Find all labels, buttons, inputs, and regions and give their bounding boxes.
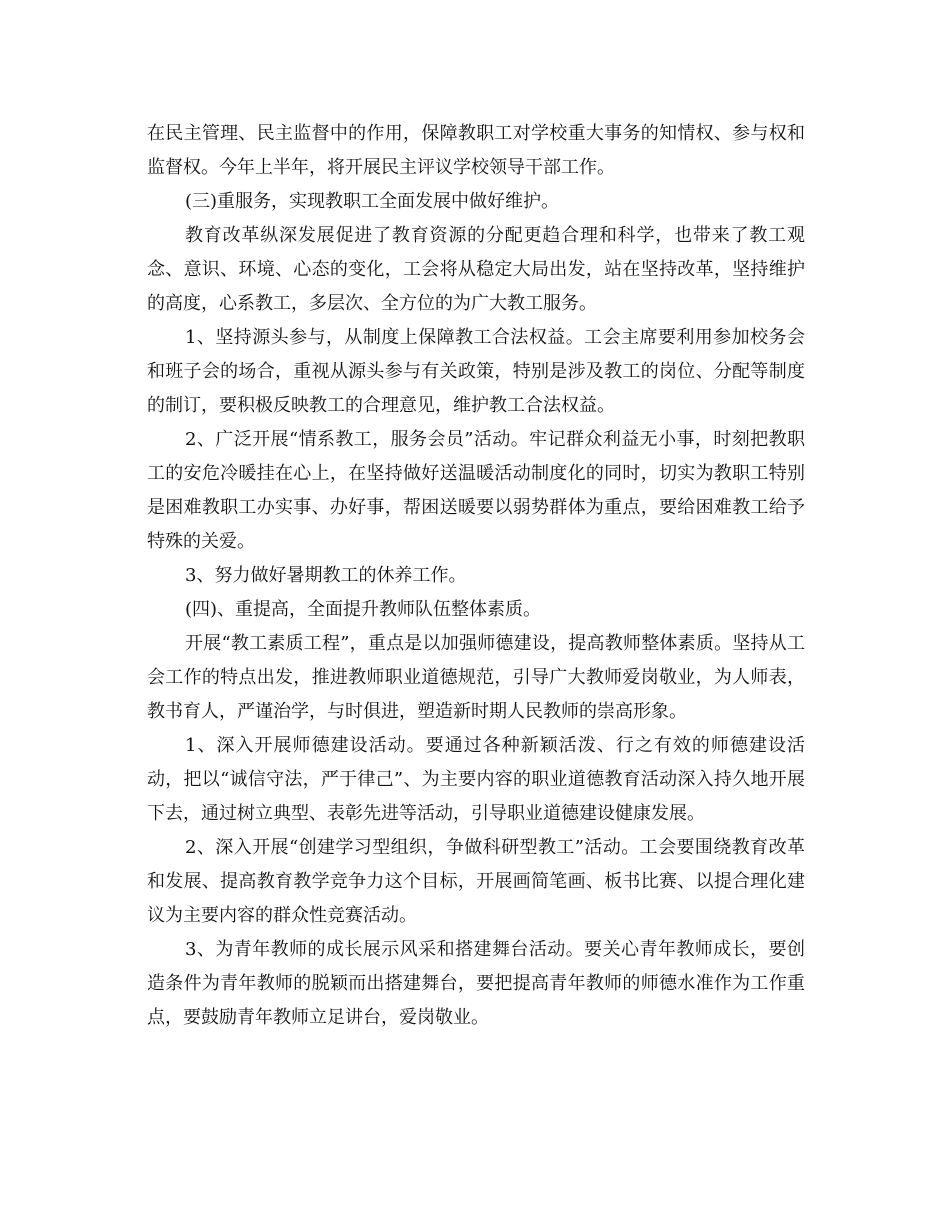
document-body xyxy=(147,117,805,1035)
list-item-4-3: 3、为青年教师的成长展示风采和搭建舞台活动。要关心青年教师成长，要创造条件为青年教师的脱颖而出搭建舞台，要把提高青年教师的师德水准作为工作重点，要鼓励青年教师立足讲台，爱岗敬业。 xyxy=(147,939,805,1028)
paragraph-4: 开展“教工素质工程”，重点是以加强师德建设，提高教师整体素质。坚持从工会工作的特点出发，推进教师职业道德规范，引导广大教师爱岗敬业，为人师表，教书育人，严谨治学，与时俱进，塑造新时期人民教师的崇高形象。 xyxy=(147,633,805,722)
section-heading-4: (四)、重提高，全面提升教师队伍整体素质。 xyxy=(185,599,542,620)
list-item-3-2: 2、广泛开展“情系教工，服务会员”活动。牢记群众利益无小事，时刻把教职工的安危冷暖挂在心上，在坚持做好送温暖活动制度化的同时，切实为教职工特别是困难教职工办实事、办好事，帮困送暖要以弱势群体为重点，要给困难教工给予特殊的关爱。 xyxy=(147,429,805,552)
list-item-4-2: 2、深入开展“创建学习型组织，争做科研型教工”活动。工会要围绕教育改革和发展、提高教育教学竞争力这个目标，开展画简笔画、板书比赛、以提合理化建议为主要内容的群众性竞赛活动。 xyxy=(147,837,805,926)
list-item-3-3: 3、努力做好暑期教工的休养工作。 xyxy=(185,565,467,586)
paragraph-1: 在民主管理、民主监督中的作用，保障教职工对学校重大事务的知情权、参与权和监督权。今年上半年，将开展民主评议学校领导干部工作。 xyxy=(147,123,805,178)
list-item-3-1: 1、坚持源头参与，从制度上保障教工合法权益。工会主席要利用参加校务会和班子会的场合，重视从源头参与有关政策，特别是涉及教工的岗位、分配等制度的制订，要积极反映教工的合理意见，维护教工合法权益。 xyxy=(147,327,805,416)
paragraph-3: 教育改革纵深发展促进了教育资源的分配更趋合理和科学，也带来了教工观念、意识、环境、心态的变化，工会将从稳定大局出发，站在坚持改革，坚持维护的高度，心系教工，多层次、全方位的为广大教工服务。 xyxy=(147,225,805,314)
section-heading-3: (三)重服务，实现教职工全面发展中做好维护。 xyxy=(185,191,560,212)
list-item-4-1: 1、深入开展师德建设活动。要通过各种新颖活泼、行之有效的师德建设活动，把以“诚信守法，严于律己”、为主要内容的职业道德教育活动深入持久地开展下去，通过树立典型、表彰先进等活动，引导职业道德建设健康发展。 xyxy=(147,735,805,824)
